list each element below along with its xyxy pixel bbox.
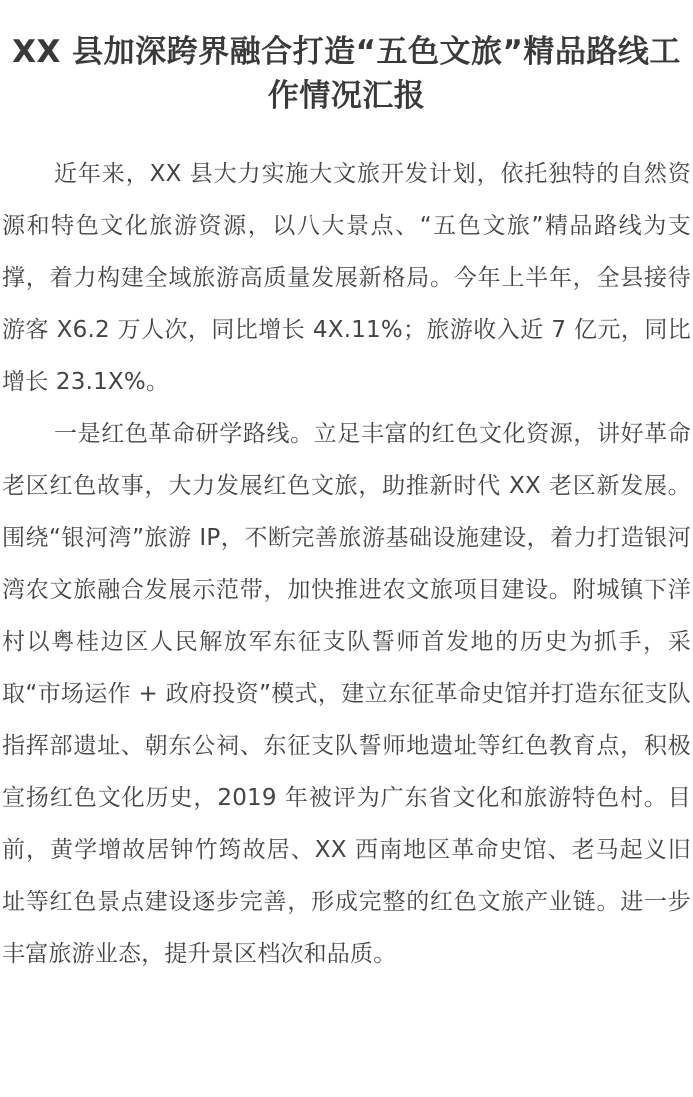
document-body <box>0 148 693 980</box>
paragraph-red-route: 一是红色革命研学路线。立足丰富的红色文化资源，讲好革命老区红色故事，大力发展红色文旅，助推新时代 XX 老区新发展。围绕“银河湾”旅游 IP，不断完善旅游基础设施建设，着力打造银河湾农文旅融合发展示范带，加快推进农文旅项目建设。附城镇下洋村以粤桂边区人民解放军东征支队誓师首发地的历史为抓手，采取“市场运作 + 政府投资”模式，建立东征革命史馆并打造东征支队指挥部遗址、朝东公祠、东征支队誓师地遗址等红色教育点，积极宣扬红色文化历史，2019 年被评为广东省文化和旅游特色村。目前，黄学增故居钟竹筠故居、XX 西南地区革命史馆、老马起义旧址等红色景点建设逐步完善，形成完整的红色文旅产业链。进一步丰富旅游业态，提升景区档次和品质。 <box>2 421 691 967</box>
paragraph-intro: 近年来，XX 县大力实施大文旅开发计划，依托独特的自然资源和特色文化旅游资源，以八大景点、“五色文旅”精品路线为支撑，着力构建全域旅游高质量发展新格局。今年上半年，全县接待游客 X6.2 万人次，同比增长 4X.11%；旅游收入近 7 亿元，同比增长 23.1X%。 <box>2 161 691 395</box>
document-title: XX 县加深跨界融合打造“五色文旅”精品路线工作情况汇报 <box>12 34 681 114</box>
